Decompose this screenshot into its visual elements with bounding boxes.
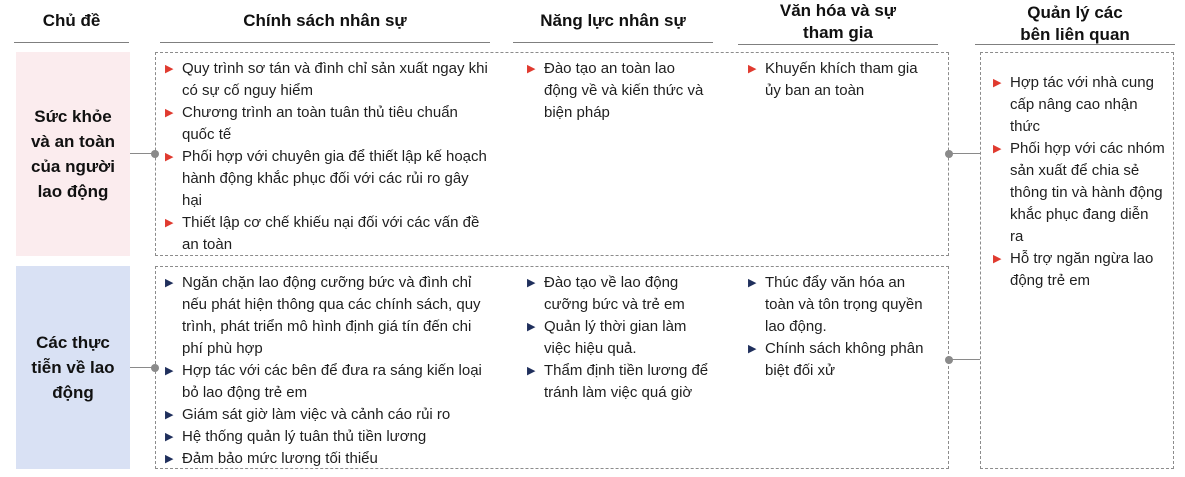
list-item: ▶ Giám sát giờ làm việc và cảnh cáo rủi ro: [165, 404, 490, 426]
dot-connector-icon: [151, 364, 159, 372]
triangle-right-icon: ▶: [527, 321, 536, 333]
stakeholders-list: [993, 72, 1165, 292]
list-item: ▶ Khuyến khích tham gia ủy ban an toàn: [748, 60, 918, 99]
list-item: ▶ Đào tạo an toàn lao động về và kiến thức và biện pháp: [527, 60, 704, 121]
triangle-right-icon: ▶: [993, 143, 1002, 155]
triangle-right-icon: ▶: [527, 277, 536, 289]
triangle-right-icon: ▶: [165, 431, 174, 443]
triangle-right-icon: ▶: [993, 253, 1002, 265]
triangle-right-icon: ▶: [165, 217, 174, 229]
triangle-right-icon: ▶: [527, 365, 536, 377]
triangle-right-icon: ▶: [165, 151, 174, 163]
list-item: ▶ Chính sách không phân biệt đối xử: [748, 340, 924, 379]
triangle-right-icon: ▶: [993, 77, 1002, 89]
header-culture-line-2: tham gia: [803, 23, 873, 42]
labor-practices-culture-list: [748, 272, 933, 382]
list-item: ▶ Hợp tác với nhà cung cấp nâng cao nhận thức: [993, 74, 1154, 135]
triangle-right-icon: ▶: [527, 63, 536, 75]
topic-labor-practices: [16, 266, 130, 469]
triangle-right-icon: ▶: [165, 365, 174, 377]
list-item: ▶ Đào tạo về lao động cưỡng bức và trẻ em: [527, 274, 685, 313]
list-item: ▶ Hợp tác với các bên để đưa ra sáng kiến loại bỏ lao động trẻ em: [165, 362, 482, 401]
health-safety-capability-list: [527, 58, 712, 124]
labor-practices-policy-list: [165, 272, 490, 470]
labor-practices-capability-list: [527, 272, 712, 404]
topic-health-safety-line-4: lao động: [37, 182, 109, 201]
list-item: ▶ Hỗ trợ ngăn ngừa lao động trẻ em: [993, 250, 1154, 289]
topic-labor-practices-line-3: động: [52, 383, 94, 402]
header-stakeholders-line-2: bên liên quan: [1020, 25, 1130, 44]
topic-labor-practices-line-1: Các thực: [36, 333, 110, 352]
topic-labor-practices-line-2: tiễn về lao: [31, 358, 115, 377]
triangle-right-icon: ▶: [748, 63, 757, 75]
header-culture-line-1: Văn hóa và sự: [779, 1, 897, 20]
topic-health-safety-line-1: Sức khỏe: [34, 107, 112, 126]
topic-health-safety: [16, 52, 130, 256]
dot-connector-icon: [151, 150, 159, 158]
triangle-right-icon: ▶: [165, 409, 174, 421]
triangle-right-icon: ▶: [165, 107, 174, 119]
list-item: ▶ Hệ thống quản lý tuân thủ tiền lương: [165, 426, 490, 448]
list-item: ▶ Phối hợp với chuyên gia để thiết lập kế hoạch hành động khắc phục đối với các rủi ro gây hại: [165, 148, 487, 209]
triangle-right-icon: ▶: [748, 343, 757, 355]
list-item: ▶ Chương trình an toàn tuân thủ tiêu chuẩn quốc tế: [165, 104, 458, 143]
header-policy-rule: [160, 42, 490, 43]
health-safety-policy-list: [165, 58, 490, 256]
list-item: ▶ Ngăn chặn lao động cưỡng bức và đình chỉ nếu phát hiện thông qua các chính sách, quy trình, phát triển mô hình định giá tín đến chi phí phù hợp: [165, 274, 481, 357]
header-culture: [738, 0, 938, 44]
header-capability-rule: [513, 42, 713, 43]
list-item: ▶ Thiết lập cơ chế khiếu nại đối với các vấn đề an toàn: [165, 214, 480, 253]
connector-stakeholders-1: [949, 153, 980, 154]
topic-health-safety-line-2: và an toàn: [30, 132, 116, 151]
triangle-right-icon: ▶: [165, 63, 174, 75]
triangle-right-icon: ▶: [748, 277, 757, 289]
header-capability: Năng lực nhân sự: [540, 11, 686, 30]
topic-health-safety-line-3: của người: [31, 157, 115, 176]
list-item: ▶ Đảm bảo mức lương tối thiểu: [165, 448, 490, 470]
dot-connector-icon: [945, 150, 953, 158]
list-item: ▶ Quản lý thời gian làm việc hiệu quả.: [527, 318, 687, 357]
header-topic-rule: [14, 42, 129, 43]
list-item: ▶ Quy trình sơ tán và đình chỉ sản xuất ngay khi có sự cố nguy hiểm: [165, 60, 488, 99]
list-item: ▶ Thẩm định tiền lương để tránh làm việc quá giờ: [527, 362, 709, 401]
header-stakeholders-rule: [975, 44, 1175, 45]
list-item: ▶ Thúc đẩy văn hóa an toàn và tôn trọng quyền lao động.: [748, 274, 923, 335]
health-safety-culture-list: [748, 58, 933, 102]
header-topic: Chủ đề: [42, 11, 101, 30]
dot-connector-icon: [945, 356, 953, 364]
triangle-right-icon: ▶: [165, 277, 174, 289]
header-policy: Chính sách nhân sự: [243, 11, 407, 30]
connector-stakeholders-2: [949, 359, 980, 360]
header-stakeholders: [975, 2, 1175, 46]
header-stakeholders-line-1: Quản lý các: [1027, 3, 1123, 22]
triangle-right-icon: ▶: [165, 453, 174, 465]
list-item: ▶ Phối hợp với các nhóm sản xuất để chia sẻ thông tin và hành động khắc phục đang diễn ra: [993, 140, 1165, 245]
header-culture-rule: [738, 44, 938, 45]
